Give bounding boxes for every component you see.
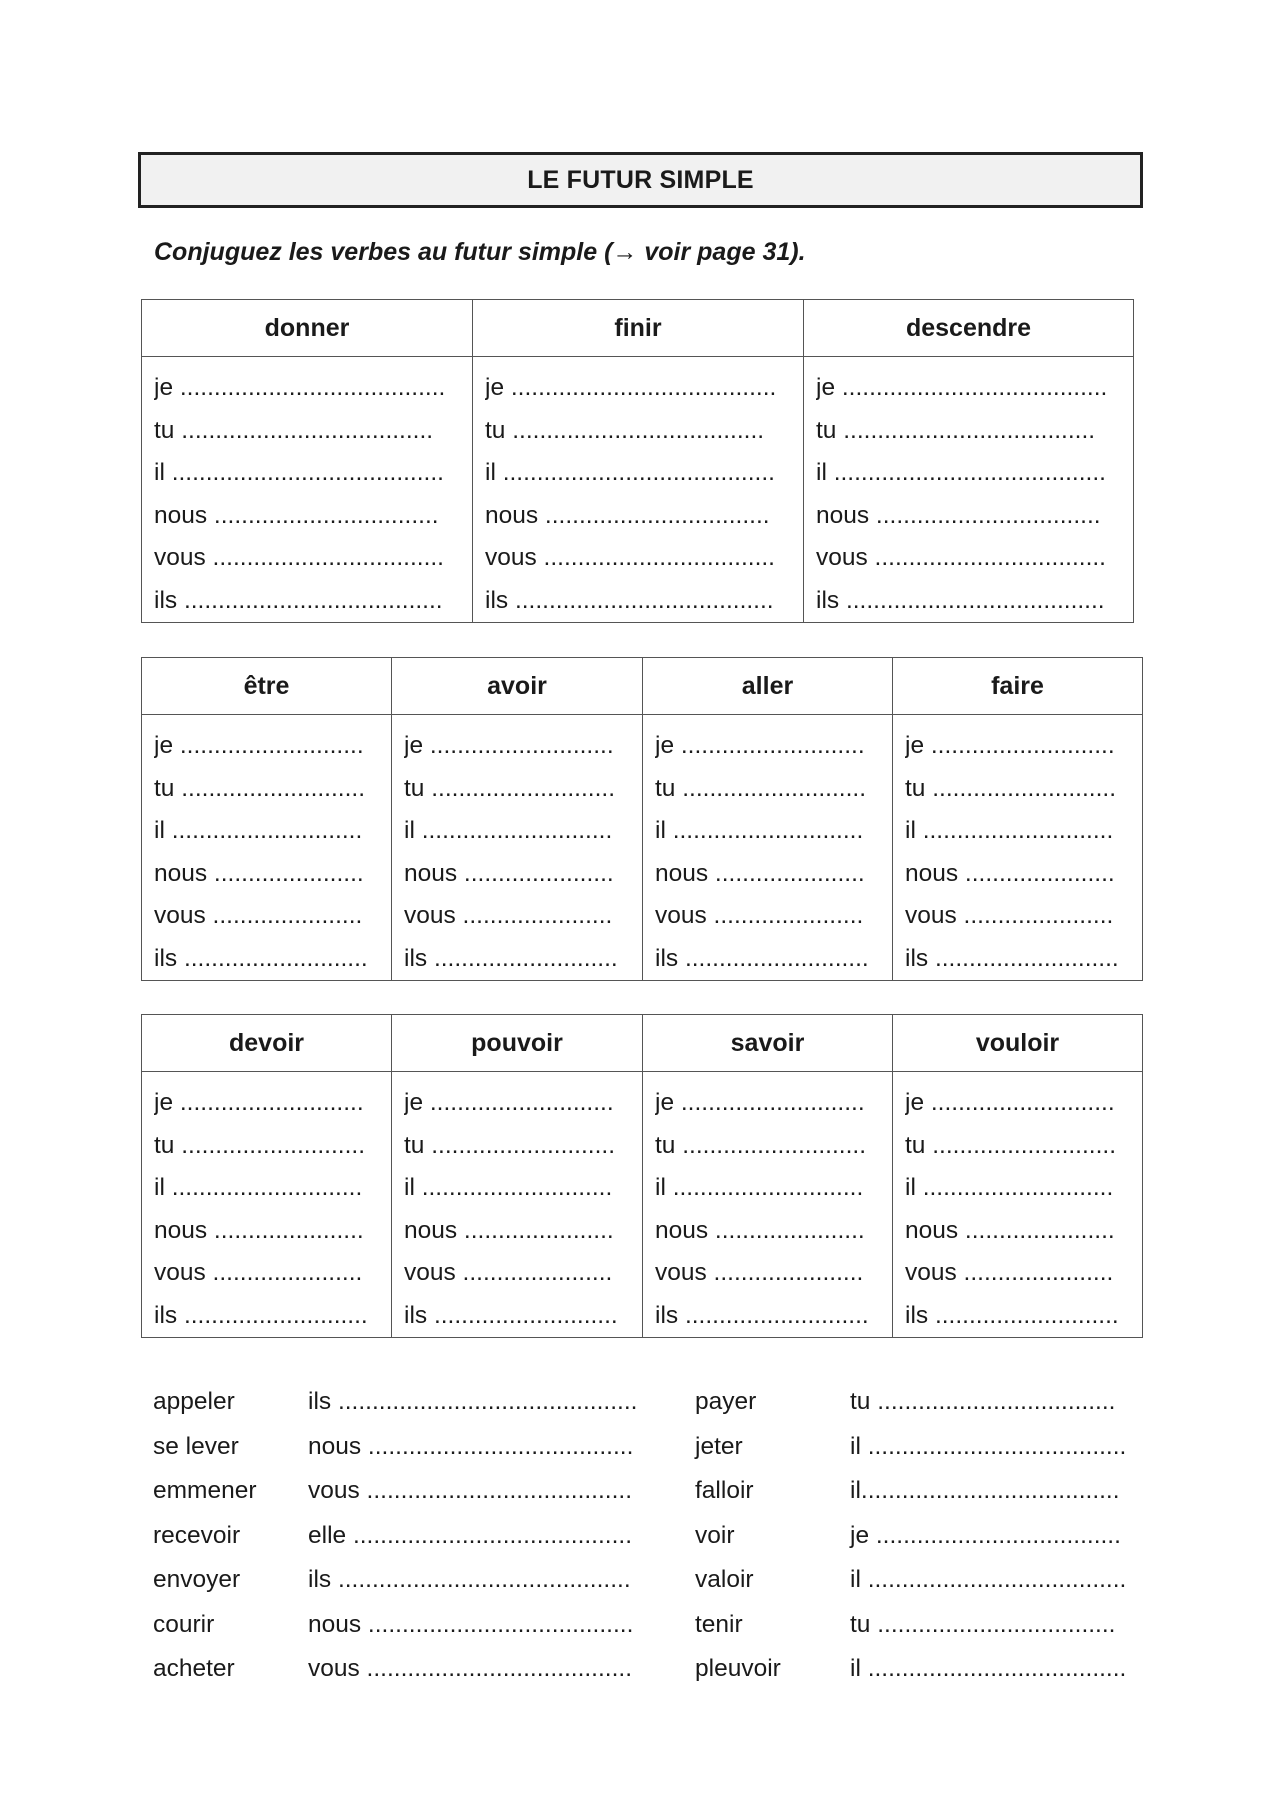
verb-list-right: [695, 1380, 1126, 1692]
conjugation-cell[interactable]: [893, 715, 1143, 981]
answer-line[interactable]: vous ..................................: [154, 544, 444, 571]
verb-label: se lever: [153, 1432, 239, 1460]
answer-line[interactable]: ils ...........................: [154, 1301, 368, 1329]
list-item: [695, 1558, 1126, 1603]
answer-line[interactable]: je .......................................: [816, 374, 1108, 401]
conjugation-cell[interactable]: [392, 1072, 643, 1338]
answer-line[interactable]: il ............................: [404, 1174, 613, 1201]
answer-line[interactable]: nous ......................: [154, 859, 364, 887]
answer-line[interactable]: nous ......................: [905, 859, 1115, 887]
answer-line[interactable]: nous .......................................: [308, 1610, 634, 1638]
answer-line[interactable]: ils ...........................: [655, 944, 869, 972]
answer-line[interactable]: nous ......................: [154, 1216, 364, 1244]
answer-line[interactable]: vous ......................: [655, 1259, 864, 1286]
answer-line[interactable]: il ............................: [655, 817, 864, 844]
answer-line[interactable]: je .......................................: [154, 374, 446, 401]
verb-label: valoir: [695, 1566, 754, 1593]
list-item: [695, 1380, 1126, 1425]
conjugation-cell[interactable]: [142, 715, 392, 981]
conjugation-table-3: [141, 1014, 1143, 1338]
conjugation-cell[interactable]: [643, 715, 893, 981]
conjugation-cell[interactable]: [804, 357, 1134, 623]
answer-line[interactable]: tu ...................................: [850, 1388, 1116, 1415]
verb-label: pleuvoir: [695, 1655, 781, 1682]
answer-line[interactable]: je ....................................: [850, 1521, 1121, 1549]
answer-line[interactable]: ils ...........................: [905, 944, 1119, 972]
answer-line[interactable]: ils ...........................: [905, 1301, 1119, 1329]
verb-header: pouvoir: [392, 1015, 643, 1072]
verb-header: aller: [643, 658, 893, 715]
answer-line[interactable]: vous .......................................: [308, 1477, 633, 1504]
answer-line[interactable]: nous .......................................: [308, 1432, 634, 1460]
list-item: [153, 1558, 637, 1603]
answer-line[interactable]: nous ......................: [655, 1216, 865, 1244]
answer-line[interactable]: tu .....................................: [485, 416, 765, 444]
answer-line[interactable]: il ............................: [905, 817, 1114, 844]
list-item: [695, 1603, 1126, 1648]
list-item: [695, 1425, 1126, 1470]
answer-line[interactable]: tu ...........................: [154, 774, 366, 802]
conjugation-cell[interactable]: [473, 357, 804, 623]
answer-line[interactable]: ils ......................................: [485, 586, 774, 614]
list-item: [153, 1469, 637, 1514]
answer-line[interactable]: vous ..................................: [485, 544, 775, 571]
answer-line[interactable]: vous ......................: [154, 1259, 363, 1286]
answer-line[interactable]: ils ...........................: [154, 944, 368, 972]
verb-label: courir: [153, 1610, 215, 1638]
list-item: [695, 1514, 1126, 1559]
answer-line[interactable]: il ........................................: [816, 459, 1106, 486]
verb-label: recevoir: [153, 1521, 241, 1549]
verb-label: appeler: [153, 1388, 235, 1415]
list-item: [153, 1514, 637, 1559]
answer-line[interactable]: vous ......................: [404, 902, 613, 929]
answer-line[interactable]: vous ......................: [154, 902, 363, 929]
conjugation-table-1: [141, 299, 1134, 623]
verb-header: donner: [142, 300, 473, 357]
answer-line[interactable]: nous .................................: [816, 501, 1101, 529]
answer-line[interactable]: je ...........................: [905, 1089, 1115, 1116]
answer-line[interactable]: je ...........................: [655, 1089, 865, 1116]
verb-label: voir: [695, 1521, 735, 1549]
answer-line[interactable]: ils ......................................: [816, 586, 1105, 614]
answer-line[interactable]: je ...........................: [404, 1089, 614, 1116]
answer-line[interactable]: il ............................: [154, 817, 363, 844]
answer-line[interactable]: il ............................: [905, 1174, 1114, 1201]
list-item: [153, 1603, 637, 1648]
answer-line[interactable]: tu .....................................: [816, 416, 1096, 444]
verb-label: acheter: [153, 1655, 235, 1682]
list-item: [153, 1380, 637, 1425]
answer-line[interactable]: je ...........................: [154, 732, 364, 759]
answer-line[interactable]: il ........................................: [154, 459, 444, 486]
answer-line[interactable]: vous ......................: [404, 1259, 613, 1286]
verb-label: tenir: [695, 1610, 743, 1638]
answer-line[interactable]: tu ...........................: [404, 1131, 616, 1159]
answer-line[interactable]: tu ...........................: [905, 774, 1117, 802]
conjugation-cell[interactable]: [392, 715, 643, 981]
answer-line[interactable]: tu ...........................: [154, 1131, 366, 1159]
verb-header: faire: [893, 658, 1143, 715]
answer-line[interactable]: ils ......................................: [154, 586, 443, 614]
instruction-text: Conjuguez les verbes au futur simple (→ voir page 31).: [154, 238, 806, 266]
answer-line[interactable]: il ............................: [404, 817, 613, 844]
verb-header: descendre: [804, 300, 1134, 357]
answer-line[interactable]: vous ......................: [905, 902, 1114, 929]
verb-label: jeter: [695, 1432, 743, 1460]
answer-line[interactable]: vous ......................: [905, 1259, 1114, 1286]
verb-header: vouloir: [893, 1015, 1143, 1072]
conjugation-table-2: [141, 657, 1143, 981]
answer-line[interactable]: ils ...........................: [404, 944, 618, 972]
answer-line[interactable]: nous .................................: [154, 501, 439, 529]
answer-line[interactable]: nous ......................: [404, 859, 614, 887]
answer-line[interactable]: vous ......................: [655, 902, 864, 929]
answer-line[interactable]: ils ...........................................: [308, 1566, 631, 1593]
conjugation-cell[interactable]: [643, 1072, 893, 1338]
answer-line[interactable]: tu ...........................: [655, 774, 867, 802]
conjugation-cell[interactable]: [893, 1072, 1143, 1338]
answer-line[interactable]: ils ...........................: [655, 1301, 869, 1329]
answer-line[interactable]: je ...........................: [154, 1089, 364, 1116]
answer-line[interactable]: nous ......................: [404, 1216, 614, 1244]
verb-label: emmener: [153, 1477, 257, 1504]
conjugation-cell[interactable]: [142, 357, 473, 623]
answer-line[interactable]: il......................................: [850, 1477, 1120, 1504]
answer-line[interactable]: il ......................................: [850, 1566, 1127, 1593]
verb-header: avoir: [392, 658, 643, 715]
answer-line[interactable]: vous .......................................: [308, 1655, 633, 1682]
answer-line[interactable]: il ............................: [655, 1174, 864, 1201]
answer-line[interactable]: il ............................: [154, 1174, 363, 1201]
verb-header: finir: [473, 300, 804, 357]
verb-list-left: [153, 1380, 637, 1692]
list-item: [695, 1647, 1126, 1692]
page-title: LE FUTUR SIMPLE: [138, 152, 1143, 208]
answer-line[interactable]: elle .........................................: [308, 1521, 633, 1549]
answer-line[interactable]: il ........................................: [485, 459, 775, 486]
answer-line[interactable]: il ......................................: [850, 1655, 1127, 1682]
answer-line[interactable]: ils ...........................: [404, 1301, 618, 1329]
answer-line[interactable]: tu ...........................: [404, 774, 616, 802]
answer-line[interactable]: tu .....................................: [154, 416, 434, 444]
answer-line[interactable]: il ......................................: [850, 1432, 1127, 1460]
answer-line[interactable]: tu ...........................: [655, 1131, 867, 1159]
verb-header: savoir: [643, 1015, 893, 1072]
answer-line[interactable]: nous ......................: [655, 859, 865, 887]
verb-label: envoyer: [153, 1566, 241, 1593]
answer-line[interactable]: tu ...................................: [850, 1610, 1116, 1638]
answer-line[interactable]: nous .................................: [485, 501, 770, 529]
answer-line[interactable]: je ...........................: [404, 732, 614, 759]
answer-line[interactable]: nous ......................: [905, 1216, 1115, 1244]
answer-line[interactable]: ils ............................................: [308, 1388, 638, 1415]
answer-line[interactable]: je ...........................: [655, 732, 865, 759]
verb-label: falloir: [695, 1477, 754, 1504]
answer-line[interactable]: tu ...........................: [905, 1131, 1117, 1159]
list-item: [695, 1469, 1126, 1514]
verb-label: payer: [695, 1388, 757, 1415]
list-item: [153, 1647, 637, 1692]
conjugation-cell[interactable]: [142, 1072, 392, 1338]
verb-header: être: [142, 658, 392, 715]
answer-line[interactable]: je .......................................: [485, 374, 777, 401]
answer-line[interactable]: vous ..................................: [816, 544, 1106, 571]
verb-header: devoir: [142, 1015, 392, 1072]
list-item: [153, 1425, 637, 1470]
answer-line[interactable]: je ...........................: [905, 732, 1115, 759]
